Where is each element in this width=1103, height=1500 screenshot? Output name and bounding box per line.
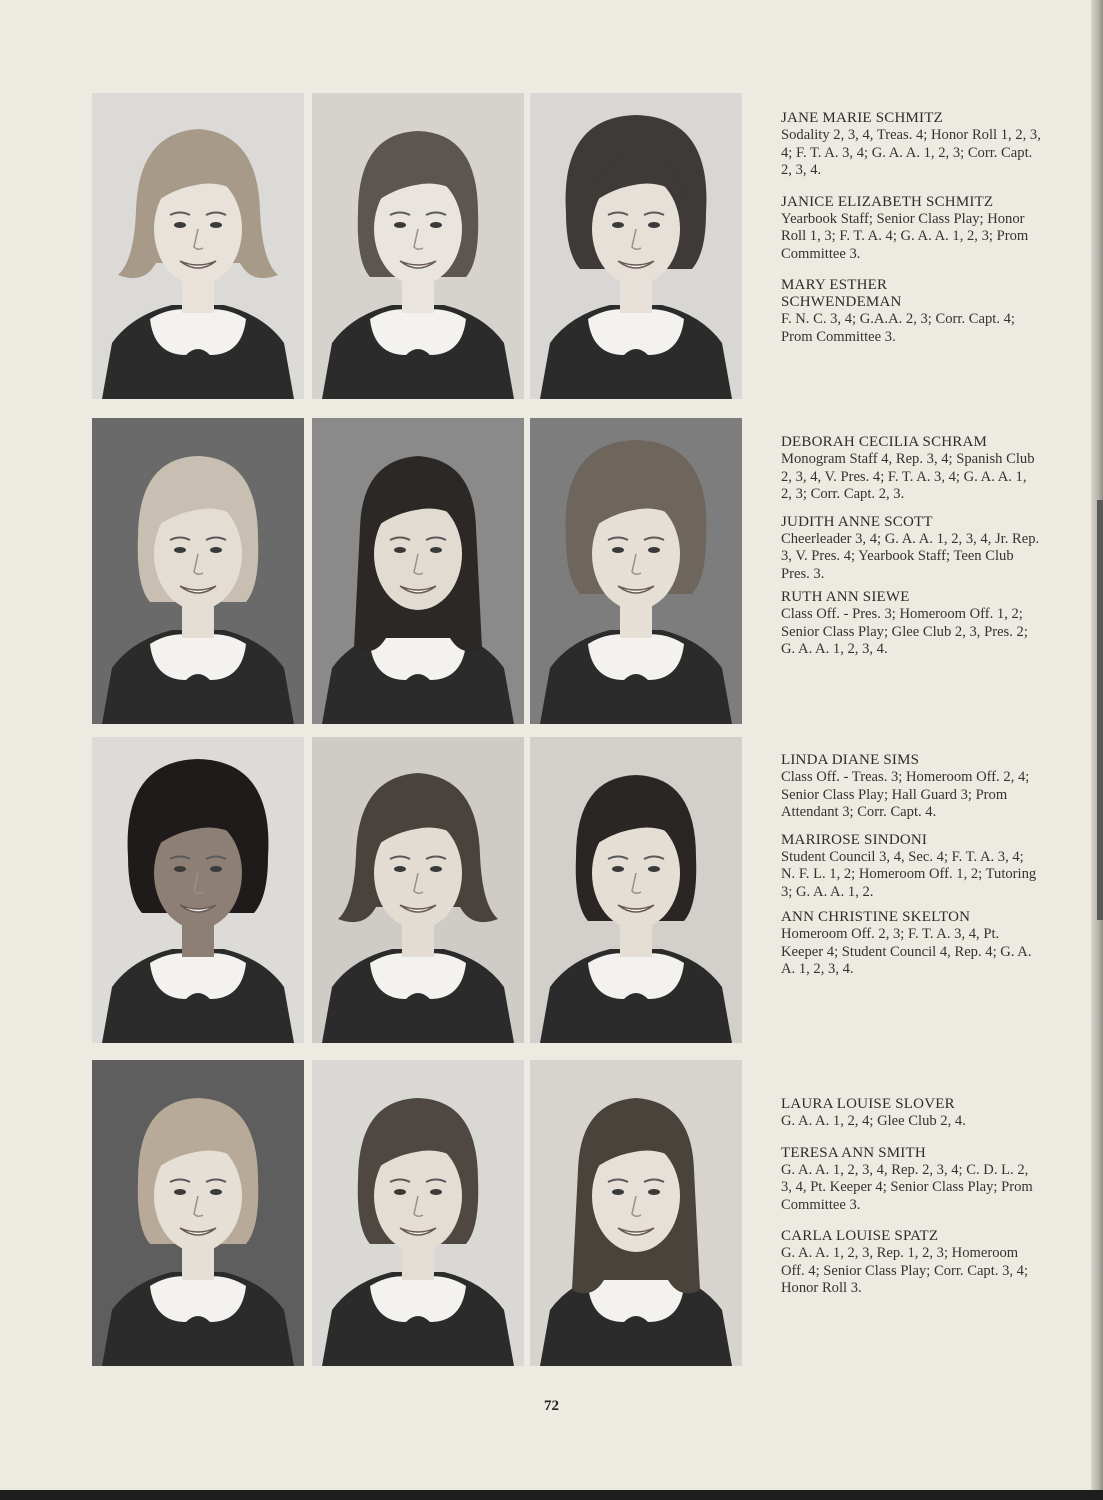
student-name: JUDITH ANNE SCOTT bbox=[781, 513, 933, 530]
portrait-photo bbox=[530, 1060, 742, 1366]
student-activities: Class Off. - Treas. 3; Homeroom Off. 2, 4; Senior Class Play; Hall Guard 3; Prom Attendant 3; Corr. Capt. 4. bbox=[781, 769, 1030, 820]
portrait-photo bbox=[92, 93, 304, 399]
portrait-image bbox=[92, 418, 304, 724]
portrait-photo bbox=[312, 93, 524, 399]
student-activities: F. N. C. 3, 4; G.A.A. 2, 3; Corr. Capt. 4; Prom Committee 3. bbox=[781, 311, 1015, 345]
portrait-photo bbox=[312, 737, 524, 1043]
student-activities: Class Off. - Pres. 3; Homeroom Off. 1, 2; Senior Class Play; Glee Club 2, 3, Pres. 2; G. A. A. 1, 2, 3, 4. bbox=[781, 606, 1028, 657]
student-activities: Yearbook Staff; Senior Class Play; Honor Roll 1, 3; F. T. A. 4; G. A. A. 1, 2, 3; Prom Committee 3. bbox=[781, 210, 1029, 262]
student-activities: G. A. A. 1, 2, 4; Glee Club 2, 4. bbox=[781, 1113, 966, 1129]
portrait-image bbox=[530, 418, 742, 724]
student-activities: Sodality 2, 3, 4, Treas. 4; Honor Roll 1, 2, 3, 4; F. T. A. 3, 4; G. A. A. 1, 2, 3; Corr. Capt. 2, 3, 4. bbox=[781, 127, 1041, 178]
student-activities: Student Council 3, 4, Sec. 4; F. T. A. 3, 4; N. F. L. 1, 2; Homeroom Off. 1, 2; Tutoring 3; G. A. A. 1, 2. bbox=[781, 848, 1037, 900]
portrait-photo bbox=[312, 418, 524, 724]
photo-row-3 bbox=[92, 737, 744, 1043]
portrait-image bbox=[530, 1060, 742, 1366]
student-name: JANICE ELIZABETH SCHMITZ bbox=[781, 193, 994, 210]
portrait-image bbox=[530, 93, 742, 399]
portrait-image bbox=[312, 1060, 524, 1366]
student-name: MARY ESTHER SCHWENDEMAN bbox=[781, 277, 902, 310]
photo-row-1 bbox=[92, 93, 744, 399]
bio-group-2 bbox=[781, 434, 1041, 673]
bio-group-3 bbox=[781, 752, 1041, 993]
student-name: JANE MARIE SCHMITZ bbox=[781, 110, 943, 126]
student-entry bbox=[781, 752, 1041, 822]
student-activities: G. A. A. 1, 2, 3, 4, Rep. 2, 3, 4; C. D. L. 2, 3, 4, Pt. Keeper 4; Senior Class Play; Prom Committee 3. bbox=[781, 1161, 1033, 1213]
portrait-photo bbox=[312, 1060, 524, 1366]
student-entry bbox=[781, 110, 1041, 180]
portrait-image bbox=[312, 418, 524, 724]
portrait-photo bbox=[92, 418, 304, 724]
student-entry bbox=[781, 589, 1041, 659]
portrait-photo bbox=[530, 737, 742, 1043]
student-name: TERESA ANN SMITH bbox=[781, 1144, 926, 1161]
portrait-photo bbox=[530, 93, 742, 399]
bio-group-1 bbox=[781, 110, 1041, 360]
student-name: ANN CHRISTINE SKELTON bbox=[781, 909, 971, 925]
student-name: LINDA DIANE SIMS bbox=[781, 752, 920, 768]
student-entry bbox=[781, 194, 1041, 264]
student-activities: G. A. A. 1, 2, 3, Rep. 1, 2, 3; Homeroom Off. 4; Senior Class Play; Corr. Capt. 3, 4; Honor Roll 3. bbox=[781, 1245, 1029, 1296]
portrait-image bbox=[92, 737, 304, 1043]
portrait-photo bbox=[92, 1060, 304, 1366]
photo-row-2 bbox=[92, 418, 744, 724]
photo-row-4 bbox=[92, 1060, 744, 1366]
portrait-image bbox=[312, 737, 524, 1043]
student-entry bbox=[781, 832, 1041, 902]
bio-group-4 bbox=[781, 1096, 1041, 1312]
student-entry bbox=[781, 277, 1041, 346]
portrait-photo bbox=[92, 737, 304, 1043]
student-activities: Monogram Staff 4, Rep. 3, 4; Spanish Club 2, 3, 4, V. Pres. 4; F. T. A. 3, 4; G. A. A. 1, 2, 3; Corr. Capt. 2, 3. bbox=[781, 451, 1035, 502]
student-name: CARLA LOUISE SPATZ bbox=[781, 1228, 939, 1244]
page-number: 72 bbox=[544, 1398, 559, 1414]
student-entry bbox=[781, 1096, 1041, 1131]
student-activities: Cheerleader 3, 4; G. A. A. 1, 2, 3, 4, Jr. Rep. 3, V. Pres. 4; Yearbook Staff; Teen Club Pres. 3. bbox=[781, 530, 1040, 582]
portrait-photo bbox=[530, 418, 742, 724]
portrait-image bbox=[92, 93, 304, 399]
student-entry bbox=[781, 1228, 1041, 1298]
page-binding-shadow bbox=[1097, 500, 1103, 920]
student-entry bbox=[781, 434, 1041, 504]
student-name: DEBORAH CECILIA SCHRAM bbox=[781, 434, 988, 450]
student-entry bbox=[781, 1145, 1041, 1215]
student-activities: Homeroom Off. 2, 3; F. T. A. 3, 4, Pt. Keeper 4; Student Council 4, Rep. 4; G. A. A. 1, 2, 3, 4. bbox=[781, 926, 1032, 977]
student-entry bbox=[781, 909, 1041, 979]
student-entry bbox=[781, 514, 1041, 584]
student-name: LAURA LOUISE SLOVER bbox=[781, 1096, 955, 1112]
portrait-image bbox=[530, 737, 742, 1043]
portrait-image bbox=[312, 93, 524, 399]
student-name: RUTH ANN SIEWE bbox=[781, 589, 910, 605]
scan-bottom-edge bbox=[0, 1490, 1103, 1500]
portrait-image bbox=[92, 1060, 304, 1366]
student-name: MARIROSE SINDONI bbox=[781, 831, 928, 848]
